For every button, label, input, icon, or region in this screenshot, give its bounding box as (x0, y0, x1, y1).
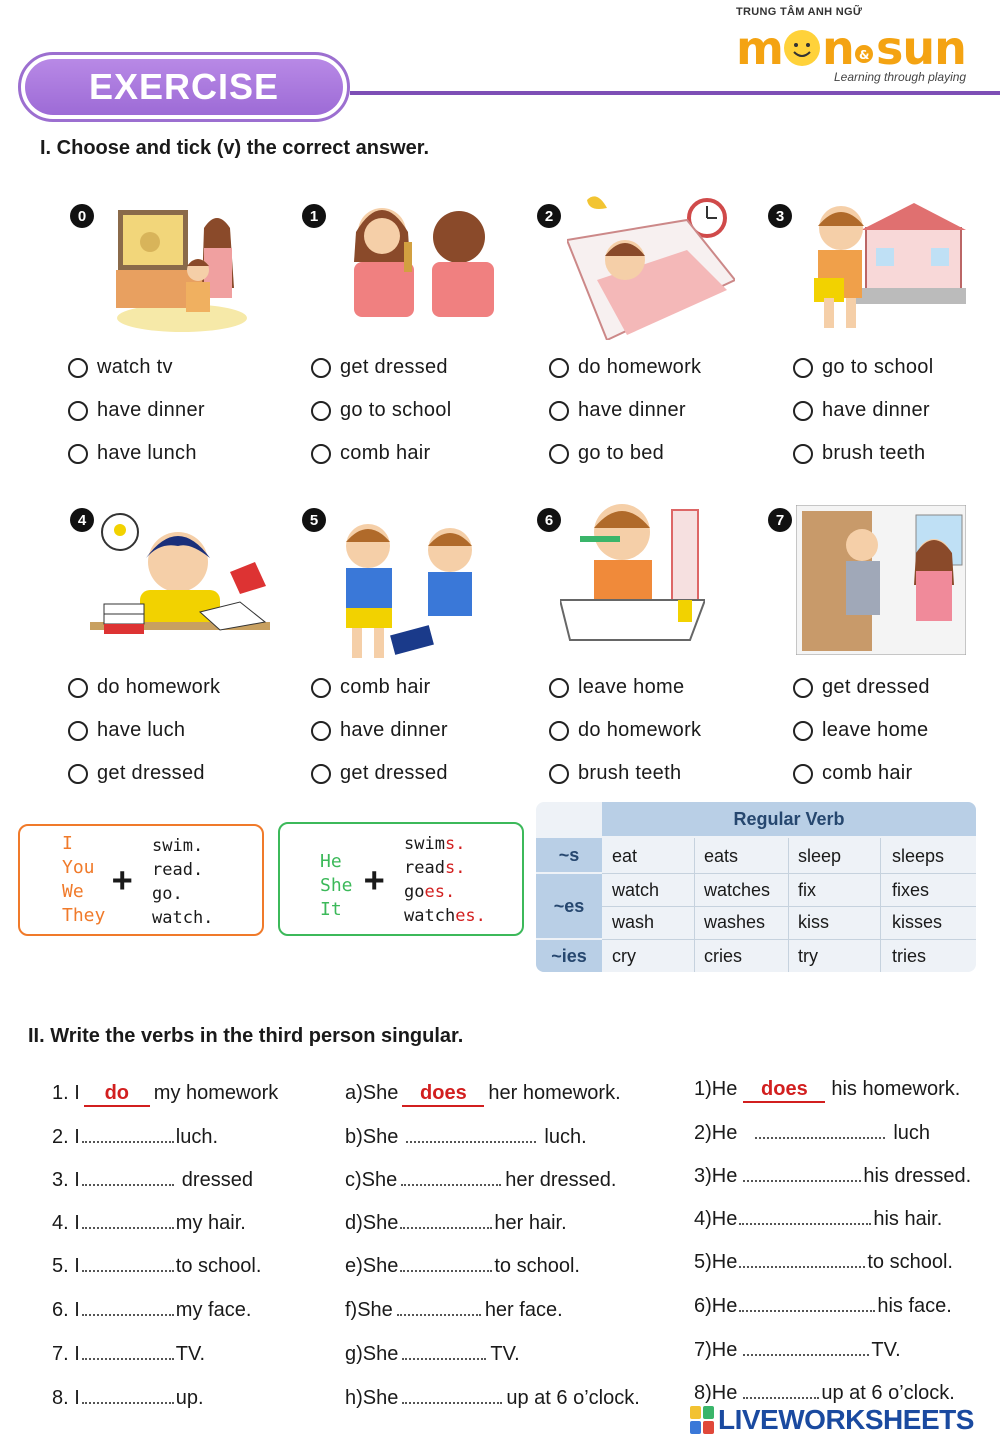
sentence-suffix: to school. (175, 1255, 262, 1277)
radio-button[interactable] (793, 764, 813, 784)
sentence-4 (52, 1211, 246, 1235)
answer-blank[interactable] (82, 1168, 174, 1186)
subject: They (62, 905, 106, 926)
sentence-prefix: a)She (345, 1082, 399, 1104)
option-label: leave home (578, 676, 685, 698)
option-0-1[interactable] (68, 356, 173, 379)
radio-button[interactable] (68, 678, 88, 698)
sentence-suffix: luch (893, 1122, 931, 1144)
option-5-1[interactable] (311, 676, 431, 699)
subject-list (62, 832, 105, 928)
sentence-prefix: 7. I (52, 1343, 80, 1365)
table-cell: try (798, 946, 818, 966)
sentence-3 (52, 1168, 253, 1192)
sentence-he-2 (694, 1121, 930, 1145)
item-number-7: 7 (768, 508, 792, 532)
sentence-he-8 (694, 1381, 955, 1405)
plus-icon: + (112, 860, 133, 900)
answer-blank[interactable] (402, 1386, 502, 1404)
sentence-he-3 (694, 1164, 971, 1188)
option-5-2[interactable] (311, 719, 448, 742)
sentence-suffix: his hair. (873, 1208, 943, 1230)
option-1-2[interactable] (311, 399, 451, 422)
item-number-0: 0 (70, 204, 94, 228)
liveworksheets-logo (690, 1404, 974, 1436)
answer-blank[interactable] (755, 1121, 885, 1139)
sentence-he-5 (694, 1250, 953, 1274)
verb-list (404, 832, 486, 928)
verb: swim. (152, 836, 204, 856)
table-cell: eats (704, 846, 739, 866)
table-cell: cry (612, 946, 636, 966)
get-dressed-picture (332, 510, 492, 660)
plus-icon: + (364, 860, 385, 900)
answer-example: does (743, 1078, 825, 1103)
sentence-prefix: 5)He (694, 1251, 738, 1273)
table-cell: fixes (892, 880, 930, 900)
option-label: have dinner (97, 399, 205, 421)
option-1-1[interactable] (311, 356, 448, 379)
table-cell: tries (892, 946, 927, 966)
sentence-5 (52, 1254, 261, 1278)
sentence-prefix: 6. I (52, 1299, 80, 1321)
sentence-prefix: c)She (345, 1169, 398, 1191)
item-number-3: 3 (768, 204, 792, 228)
sentence-suffix: up. (175, 1387, 204, 1409)
answer-blank[interactable] (400, 1254, 492, 1272)
sentence-prefix: 3)He (694, 1165, 738, 1187)
table-cell: sleeps (892, 846, 945, 866)
logo-tagline: Learning through playing (834, 70, 967, 84)
option-4-1[interactable] (68, 676, 220, 699)
svg-text:&: & (859, 48, 869, 62)
answer-blank[interactable] (402, 1342, 486, 1360)
sentence-prefix: b)She (345, 1126, 399, 1148)
option-0-2[interactable] (68, 399, 205, 422)
answer-blank[interactable] (739, 1250, 865, 1268)
subject: She (320, 875, 353, 896)
sentence-prefix: 3. I (52, 1169, 80, 1191)
option-label: have dinner (578, 399, 686, 421)
singular-subject-box (278, 822, 524, 936)
row-label: ~s (536, 838, 602, 872)
option-2-3[interactable] (549, 442, 664, 465)
option-label: have dinner (340, 719, 448, 741)
sentence-suffix: luch. (544, 1126, 587, 1148)
item-number-2: 2 (537, 204, 561, 228)
sentence-c (345, 1168, 616, 1192)
answer-blank[interactable] (82, 1254, 174, 1272)
sentence-f (345, 1298, 563, 1322)
radio-button[interactable] (793, 358, 813, 378)
sentence-suffix: his dressed. (863, 1165, 972, 1187)
table-cell: watches (704, 880, 771, 900)
option-6-1[interactable] (549, 676, 684, 699)
answer-blank[interactable] (743, 1381, 819, 1399)
radio-button[interactable] (549, 358, 569, 378)
sun-logo-icon (736, 20, 976, 72)
brush-teeth-picture (560, 490, 705, 642)
answer-blank[interactable] (743, 1164, 861, 1182)
table-cell: wash (612, 912, 655, 932)
option-6-2[interactable] (549, 719, 701, 742)
plural-subject-box (18, 824, 264, 936)
svg-text:sun: sun (876, 21, 966, 72)
answer-blank[interactable] (82, 1125, 174, 1143)
sentence-prefix: e)She (345, 1255, 399, 1277)
do-homework-picture (90, 512, 270, 652)
sentence-he-6 (694, 1294, 952, 1318)
radio-button[interactable] (68, 358, 88, 378)
sentence-prefix: 2)He (694, 1122, 738, 1144)
regular-verb-table (536, 802, 976, 972)
subject: We (62, 881, 84, 902)
exercise-title: EXERCISE (25, 59, 343, 115)
radio-button[interactable] (549, 764, 569, 784)
sentence-prefix: 6)He (694, 1295, 738, 1317)
answer-blank[interactable] (406, 1125, 536, 1143)
sentence-he-1 (694, 1078, 960, 1103)
radio-button[interactable] (311, 721, 331, 741)
option-label: watch tv (97, 356, 173, 378)
table-cell: washes (704, 912, 766, 932)
option-label: leave home (822, 719, 929, 741)
option-7-2[interactable] (793, 719, 928, 742)
radio-button[interactable] (549, 678, 569, 698)
answer-blank[interactable] (400, 1211, 492, 1229)
sentence-h (345, 1386, 640, 1410)
option-2-2[interactable] (549, 399, 686, 422)
option-3-3[interactable] (793, 442, 925, 465)
option-4-3[interactable] (68, 762, 205, 785)
sentence-prefix: f)She (345, 1299, 393, 1321)
table-cell: sleep (798, 846, 842, 866)
sentence-2 (52, 1125, 218, 1149)
sentence-suffix: TV. (175, 1343, 206, 1365)
verb: swims. (404, 834, 466, 854)
verb: reads. (404, 858, 466, 878)
subject: You (62, 857, 95, 878)
radio-button[interactable] (549, 444, 569, 464)
item-number-1: 1 (302, 204, 326, 228)
option-label: get dressed (822, 676, 930, 698)
sentence-prefix: d)She (345, 1212, 399, 1234)
answer-blank[interactable] (739, 1207, 871, 1225)
sentence-b (345, 1125, 587, 1149)
sentence-suffix: my face. (175, 1299, 252, 1321)
verb: watches. (404, 906, 486, 926)
sentence-a (345, 1082, 621, 1107)
answer-blank[interactable] (82, 1211, 174, 1229)
radio-button[interactable] (311, 401, 331, 421)
sentence-prefix: 1)He (694, 1078, 738, 1100)
sentence-6 (52, 1298, 251, 1322)
option-label: have lunch (97, 442, 197, 464)
sentence-1 (52, 1082, 278, 1107)
option-3-2[interactable] (793, 399, 930, 422)
sentence-prefix: 5. I (52, 1255, 80, 1277)
radio-button[interactable] (793, 678, 813, 698)
exercise-banner (18, 52, 350, 122)
answer-blank[interactable] (82, 1386, 174, 1404)
radio-button[interactable] (68, 721, 88, 741)
answer-example: do (84, 1082, 150, 1107)
radio-button[interactable] (68, 444, 88, 464)
radio-button[interactable] (793, 401, 813, 421)
section2-title: II. Write the verbs in the third person singular. (28, 1025, 464, 1047)
option-0-3[interactable] (68, 442, 197, 465)
option-label: comb hair (340, 676, 431, 698)
option-5-3[interactable] (311, 762, 448, 785)
sentence-suffix: to school. (867, 1251, 953, 1273)
liveworksheets-icon (690, 1406, 714, 1434)
table-cell: cries (704, 946, 743, 966)
option-label: comb hair (822, 762, 913, 784)
sentence-suffix: her homework. (488, 1082, 621, 1104)
comb-hair-picture (344, 192, 502, 317)
option-label: comb hair (340, 442, 431, 464)
radio-button[interactable] (311, 764, 331, 784)
sentence-g (345, 1342, 520, 1366)
verb: read. (152, 860, 204, 880)
radio-button[interactable] (68, 401, 88, 421)
sentence-he-4 (694, 1207, 942, 1231)
option-7-3[interactable] (793, 762, 913, 785)
answer-blank[interactable] (82, 1298, 174, 1316)
option-label: do homework (578, 719, 702, 741)
option-label: have dinner (822, 399, 930, 421)
option-label: do homework (97, 676, 221, 698)
answer-blank[interactable] (739, 1294, 875, 1312)
sentence-suffix: my homework (153, 1082, 279, 1104)
option-label: go to school (340, 399, 452, 421)
verb: goes. (404, 882, 456, 902)
verb: watch. (152, 908, 214, 928)
sentence-prefix: 8)He (694, 1382, 738, 1404)
sentence-suffix: up at 6 o’clock. (506, 1387, 640, 1409)
svg-text:m: m (736, 21, 783, 72)
table-cell: kiss (798, 912, 829, 932)
row-label: ~es (536, 874, 602, 938)
option-label: get dressed (340, 356, 448, 378)
answer-example: does (402, 1082, 484, 1107)
sentence-7 (52, 1342, 205, 1366)
sentence-suffix: to school. (494, 1255, 580, 1277)
sentence-8 (52, 1386, 204, 1410)
sentence-suffix: dressed (181, 1169, 253, 1191)
option-label: do homework (578, 356, 702, 378)
sentence-prefix: g)She (345, 1343, 399, 1365)
option-7-1[interactable] (793, 676, 930, 699)
item-number-4: 4 (70, 508, 94, 532)
sentence-suffix: her face. (484, 1299, 563, 1321)
radio-button[interactable] (549, 721, 569, 741)
option-label: go to bed (578, 442, 665, 464)
table-cell: kisses (892, 912, 943, 932)
sentence-prefix: h)She (345, 1387, 399, 1409)
table-cell: eat (612, 846, 638, 866)
option-6-3[interactable] (549, 762, 681, 785)
svg-text:n: n (822, 21, 854, 72)
answer-blank[interactable] (743, 1338, 869, 1356)
sentence-suffix: luch. (175, 1126, 219, 1148)
subject: He (320, 851, 342, 872)
sentence-e (345, 1254, 580, 1278)
watch-tv-picture (112, 198, 247, 338)
sentence-prefix: 4. I (52, 1212, 80, 1234)
sentence-suffix: her hair. (494, 1212, 567, 1234)
item-number-5: 5 (302, 508, 326, 532)
item-number-6: 6 (537, 508, 561, 532)
radio-button[interactable] (311, 444, 331, 464)
sentence-prefix: 8. I (52, 1387, 80, 1409)
table-cell: watch (612, 880, 660, 900)
radio-button[interactable] (311, 358, 331, 378)
radio-button[interactable] (793, 444, 813, 464)
sentence-suffix: TV. (490, 1343, 520, 1365)
option-3-1[interactable] (793, 356, 933, 379)
answer-blank[interactable] (397, 1298, 481, 1316)
go-to-bed-picture (567, 190, 735, 340)
verb-list (152, 834, 213, 930)
option-label: get dressed (97, 762, 205, 784)
option-2-1[interactable] (549, 356, 701, 379)
table-title: Regular Verb (602, 802, 976, 836)
subject: I (62, 833, 73, 854)
option-4-2[interactable] (68, 719, 185, 742)
sentence-prefix: 2. I (52, 1126, 80, 1148)
logo-caption: TRUNG TÂM ANH NGỮ (736, 6, 863, 18)
sentence-prefix: 1. I (52, 1082, 80, 1104)
section1-title: I. Choose and tick (v) the correct answer. (40, 137, 430, 159)
sentence-suffix: his homework. (831, 1078, 961, 1100)
option-label: go to school (822, 356, 934, 378)
answer-blank[interactable] (401, 1168, 501, 1186)
row-label: ~ies (536, 940, 602, 972)
answer-blank[interactable] (82, 1342, 174, 1360)
option-label: brush teeth (822, 442, 926, 464)
option-label: have luch (97, 719, 186, 741)
sentence-he-7 (694, 1338, 901, 1362)
subject: It (320, 899, 342, 920)
sentence-prefix: 7)He (694, 1339, 738, 1361)
radio-button[interactable] (549, 401, 569, 421)
go-to-school-picture (806, 198, 966, 338)
sentence-suffix: her dressed. (505, 1169, 617, 1191)
leave-home-picture (796, 505, 966, 655)
radio-button[interactable] (68, 764, 88, 784)
radio-button[interactable] (793, 721, 813, 741)
option-1-3[interactable] (311, 442, 431, 465)
sentence-suffix: his face. (877, 1295, 952, 1317)
liveworksheets-brand: LIVEWORKSHEETS (718, 1404, 974, 1435)
sentence-suffix: my hair. (175, 1212, 246, 1234)
subject-list (320, 850, 353, 922)
sentence-suffix: up at 6 o’clock. (821, 1382, 955, 1404)
header-divider (350, 91, 1000, 95)
option-label: get dressed (340, 762, 448, 784)
table-cell: fix (798, 880, 816, 900)
verb: go. (152, 884, 183, 904)
sentence-suffix: TV. (871, 1339, 901, 1361)
sentence-d (345, 1211, 567, 1235)
sentence-prefix: 4)He (694, 1208, 738, 1230)
radio-button[interactable] (311, 678, 331, 698)
option-label: brush teeth (578, 762, 682, 784)
